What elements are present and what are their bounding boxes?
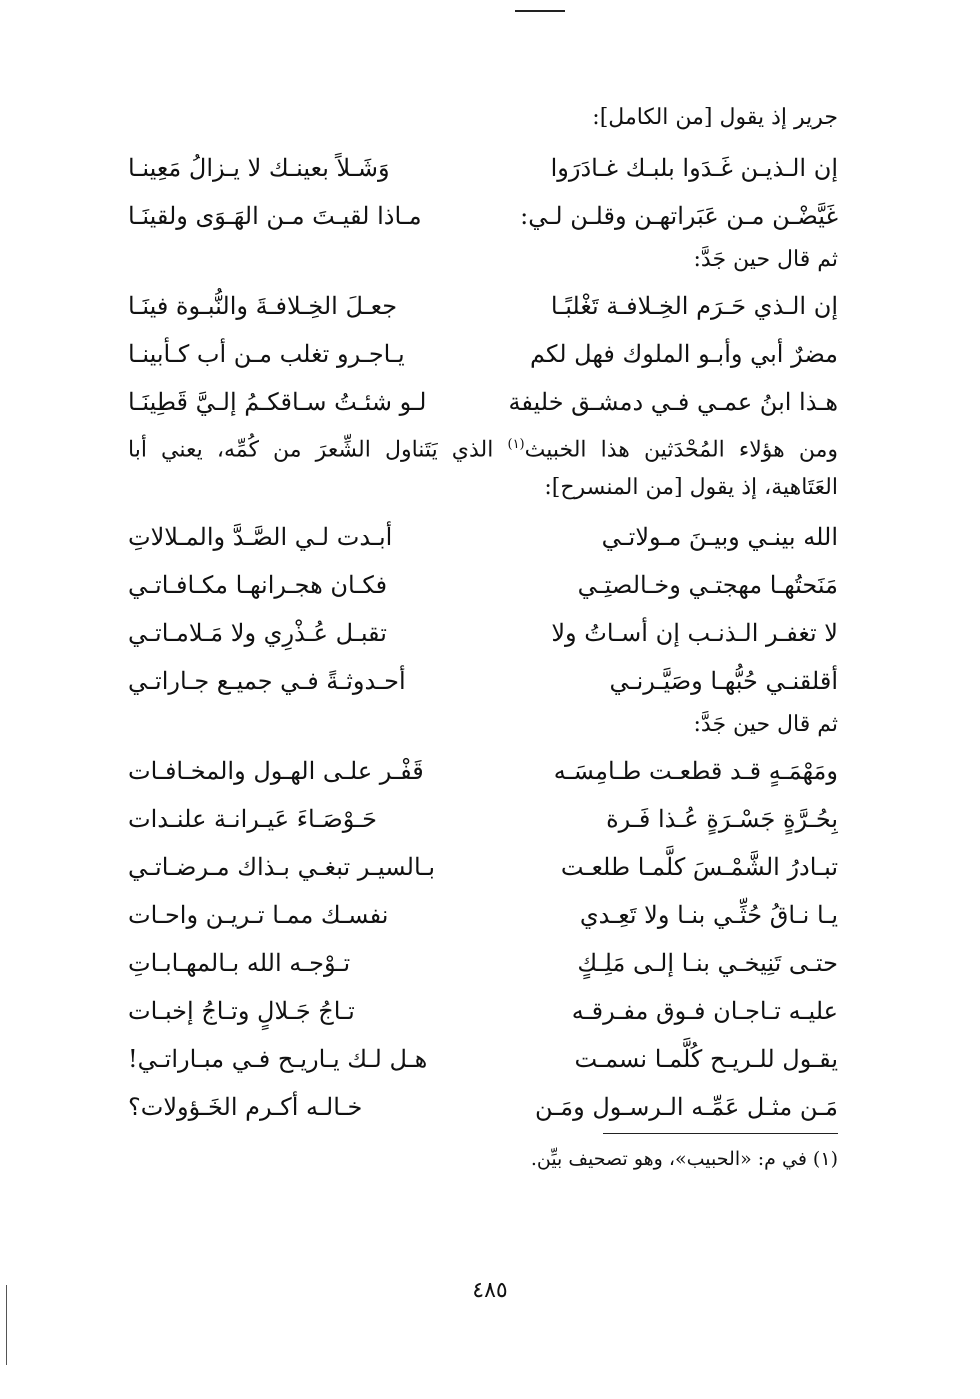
first-hemistich: مَـن مثـل عَمِّـه الـرسـول ومَـن bbox=[534, 1093, 838, 1122]
poem-1 bbox=[128, 144, 838, 240]
poem-3 bbox=[128, 513, 838, 705]
first-hemistich: مضرٌ أبي وأبـو الملوك فهل لكم bbox=[529, 340, 838, 368]
second-hemistich: وَشَـلاً بعينـك لا يـزالُ مَعِينـا bbox=[128, 154, 390, 182]
verse bbox=[128, 282, 838, 330]
footnote-rule bbox=[603, 1133, 838, 1134]
first-hemistich: إن الـذيـن غَـدَوا بلبـك غـادَرَوا bbox=[550, 154, 838, 182]
first-hemistich: بِحُـرَّةٍ جَسْـرَةٍ عُـذا فَـرة bbox=[606, 805, 838, 834]
prose-text-after-note: الذي يَتَناول الشِّعرَ من كُمِّه، يعني أبا العَتَاهية، إذ يقول [من المنسرح]: bbox=[128, 437, 838, 501]
second-hemistich: أحـدوثـةً فـي جميـع جـاراتـي bbox=[128, 667, 406, 696]
verse bbox=[128, 513, 838, 561]
prose-text bbox=[128, 426, 838, 507]
poem-4 bbox=[128, 747, 838, 1131]
first-hemistich: تبـادرُ الشَّمْـسَ كلَّمـا طلعـت bbox=[560, 853, 838, 882]
intro-line: جرير إذ يقول [من الكامل]: bbox=[592, 105, 838, 130]
first-hemistich: غَيَّضْـن مـن عَبَراتهـن وقلـن لـي: bbox=[520, 202, 838, 230]
second-hemistich: بـالسيـر تبغـي بـذاك مـرضـاتـي bbox=[128, 853, 436, 882]
second-hemistich: لـو شئـتُ سـاقكـمُ إلـيَّ قَطِينَـا bbox=[128, 388, 427, 416]
verse bbox=[128, 378, 838, 426]
verse bbox=[128, 987, 838, 1035]
transition-line: ثم قال حين جَدَّ: bbox=[693, 247, 838, 272]
prose-paragraph bbox=[128, 426, 838, 507]
second-hemistich: مـاذا لقيـتَ مـن الهَـوَى ولقينَـا bbox=[128, 202, 422, 230]
verse bbox=[128, 192, 838, 240]
verse bbox=[128, 891, 838, 939]
verse bbox=[128, 609, 838, 657]
footnote: (١) في م: «الحبيب»، وهو تصحيف بيِّن. bbox=[530, 1148, 838, 1170]
first-hemistich: حتـى تَنِيخـي بنـا إلـى مَلِـكٍ bbox=[577, 949, 838, 978]
first-hemistich: ومَهْمَـهٍ قـد قطعـت طـامِسَـه bbox=[553, 757, 838, 786]
first-hemistich: مَنَحتُهـا مهجتـي وخـالصتِـي bbox=[577, 571, 838, 600]
second-hemistich: جعـلَ الخِـلافـةَ والنُّبـوة فينَـا bbox=[128, 292, 398, 320]
second-hemistich: هـل لـك يـاريـح فـي مبـاراتـي! bbox=[128, 1045, 428, 1074]
top-rule bbox=[515, 10, 565, 12]
second-hemistich: تـوْجـه الله بـالمهـابـاتِ bbox=[128, 949, 351, 978]
verse bbox=[128, 939, 838, 987]
second-hemistich: خـالـه أكـرم الخَـؤولات؟ bbox=[128, 1093, 363, 1122]
second-hemistich: يـاجـرو تغلب مـن أب كـأبينـا bbox=[128, 340, 405, 368]
verse bbox=[128, 330, 838, 378]
poem-2 bbox=[128, 282, 838, 426]
prose-text-before-note: ومن هؤلاء المُحْدَثين هذا الخبيث bbox=[524, 437, 838, 463]
second-hemistich: تـاجُ جَـلالٍ وتـاجُ إخبـات bbox=[128, 997, 355, 1026]
first-hemistich: عليـه تـاجـان فـوق مفـرقـه bbox=[571, 997, 838, 1026]
page-body bbox=[128, 98, 838, 1131]
footnote-reference: (١) bbox=[507, 437, 525, 452]
verse bbox=[128, 561, 838, 609]
verse bbox=[128, 747, 838, 795]
first-hemistich: إن الـذي حَـرَم الخِـلافـة تَغْلبًـا bbox=[550, 292, 838, 320]
first-hemistich: لا تغفـر الـذنـب إن أسـاتُ ولا bbox=[551, 619, 838, 648]
first-hemistich: يقـول للـريـح كُلَّمـا نسمـت bbox=[574, 1045, 838, 1074]
second-hemistich: تقبـل عُـذْرِي ولا مَـلامـاتـي bbox=[128, 619, 387, 648]
first-hemistich: هـذا ابنُ عمـي فـي دمشـق خليفة bbox=[508, 388, 838, 416]
transition-line: ثم قال حين جَدَّ: bbox=[693, 712, 838, 738]
second-hemistich: نفسـك ممـا تـريـن واحـات bbox=[128, 901, 389, 930]
verse bbox=[128, 843, 838, 891]
first-hemistich: يـا نـاقُ حُثِّـي بنـا ولا تَعِـدي bbox=[579, 901, 838, 930]
page-number: ٤٨٥ bbox=[472, 1278, 508, 1303]
verse bbox=[128, 1083, 838, 1131]
margin-line bbox=[6, 1285, 7, 1365]
verse bbox=[128, 144, 838, 192]
second-hemistich: حَـوْصَـاءَ عَيـرانـة علنـدات bbox=[128, 805, 378, 834]
verse bbox=[128, 657, 838, 705]
second-hemistich: قَفْـر علـى الهـول والمخـافـات bbox=[128, 757, 424, 786]
first-hemistich: الله بينـي وبيـنَ مـولاتـي bbox=[601, 523, 838, 552]
first-hemistich: أقلقنـي حُبُّهـا وصَيَّـرنـي bbox=[609, 667, 838, 696]
second-hemistich: أبـدت لـي الصَّـدَّ والمـلالاتِ bbox=[128, 523, 393, 552]
second-hemistich: فكـان هجـرانهـا مكـافـاتـي bbox=[128, 571, 388, 600]
verse bbox=[128, 1035, 838, 1083]
verse bbox=[128, 795, 838, 843]
